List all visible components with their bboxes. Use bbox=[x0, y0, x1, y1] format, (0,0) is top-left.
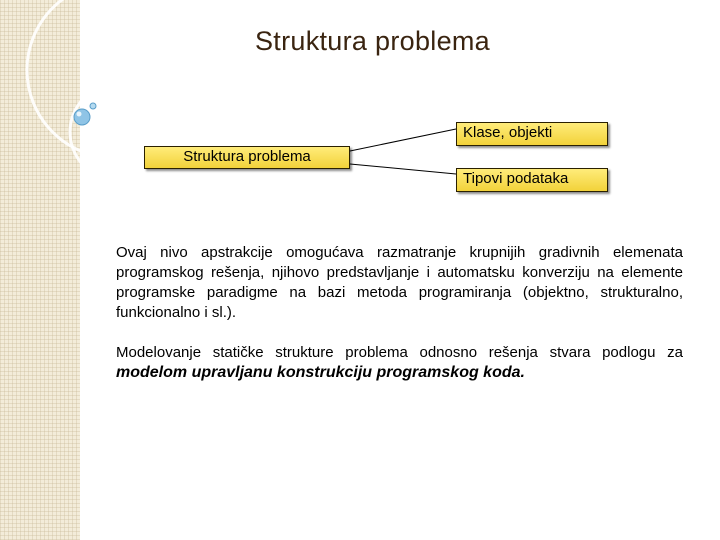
bubble-small-icon bbox=[90, 103, 96, 109]
slide-title: Struktura problema bbox=[254, 26, 490, 56]
paragraph-modeling-text: Modelovanje statičke strukture problema odnosno rešenja stvara podlogu za bbox=[116, 344, 683, 361]
paragraph-modeling-emphasis: modelom upravljanu konstrukciju programskog koda. bbox=[116, 364, 525, 381]
paragraph-modeling bbox=[116, 343, 683, 383]
connector-bottom bbox=[350, 164, 456, 174]
data-types-box: Tipovi podataka bbox=[456, 168, 608, 192]
paragraph-abstraction: Ovaj nivo apstrakcije omogućava razmatranje krupnijih gradivnih elemenata programskog rešenja, njihovo predstavljanje i automatsku konverziju na elemente programske paradigme na bazi metoda programiranja (objektno, strukturalno, funkcionalno i sl.). bbox=[116, 244, 683, 321]
classes-objects-box: Klase, objekti bbox=[456, 122, 608, 146]
bubble-large-icon bbox=[74, 109, 90, 125]
connector-top bbox=[350, 129, 456, 151]
structure-box: Struktura problema bbox=[144, 146, 350, 169]
